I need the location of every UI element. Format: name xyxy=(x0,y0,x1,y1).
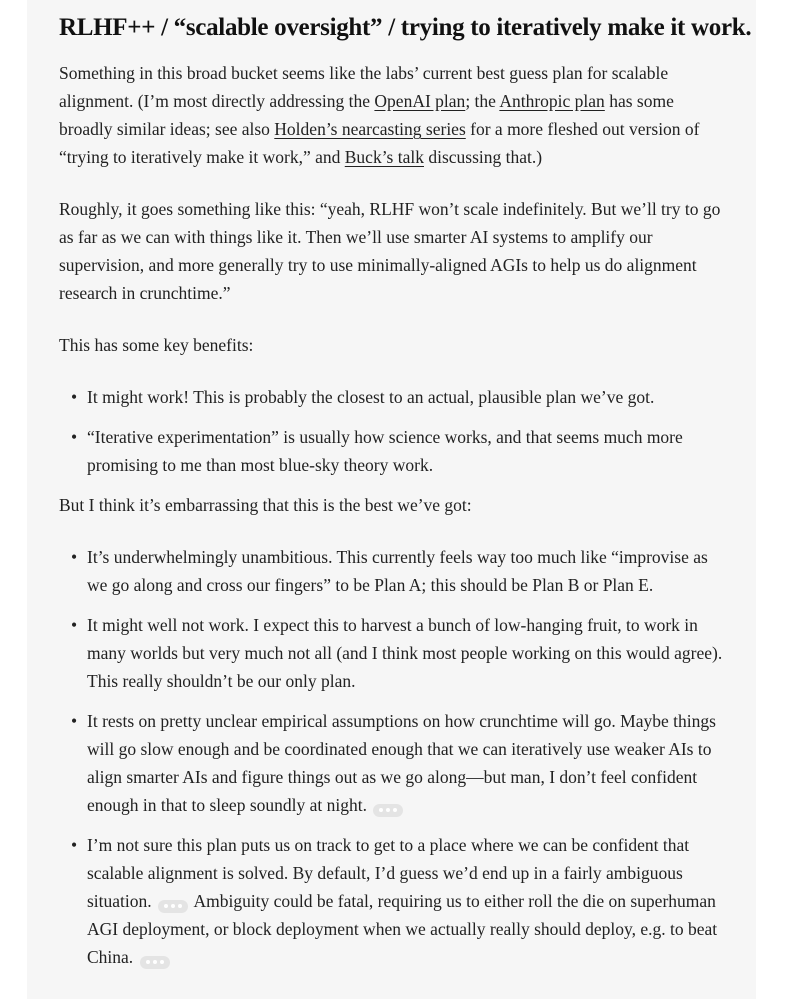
list-item-text: It might work! This is probably the closest to an actual, plausible plan we’ve got. xyxy=(87,387,655,407)
bullet-icon: • xyxy=(71,615,78,635)
list-item xyxy=(71,707,729,819)
dot-icon xyxy=(164,904,168,908)
text-run: has some broadly similar ideas; see also xyxy=(59,91,674,139)
list-item-text: I’m not sure this plan puts us on track to get to a place where we can be confident that scalable alignment is solved. By default, I’d guess we’d end up in a fairly ambiguous situation. xyxy=(87,835,690,911)
footnote-expand-button[interactable] xyxy=(158,900,188,913)
dot-icon xyxy=(171,904,175,908)
openai-plan-link[interactable]: OpenAI plan xyxy=(374,91,466,111)
text-run: discussing that.) xyxy=(423,147,543,167)
list-item xyxy=(71,383,729,411)
article-content xyxy=(59,0,752,983)
buck-talk-link[interactable]: Buck’s talk xyxy=(344,147,424,167)
dot-icon xyxy=(160,960,164,964)
dot-icon xyxy=(153,960,157,964)
footnote-expand-button[interactable] xyxy=(140,956,170,969)
list-item xyxy=(71,423,729,479)
benefits-list xyxy=(59,383,729,479)
concerns-list xyxy=(59,543,729,971)
list-item xyxy=(71,543,729,599)
benefits-intro: This has some key benefits: xyxy=(59,335,254,355)
bullet-icon: • xyxy=(71,427,78,447)
article-card xyxy=(27,0,756,999)
bullet-icon: • xyxy=(71,547,78,567)
text-run: ; the xyxy=(465,91,500,111)
dot-icon xyxy=(386,808,390,812)
section-heading: RLHF++ / “scalable oversight” / trying to iteratively make it work. xyxy=(59,14,752,41)
dot-icon xyxy=(393,808,397,812)
list-item-text: It might well not work. I expect this to harvest a bunch of low-hanging fruit, to work in many worlds but very much not all (and I think most people working on this would agree). This really shouldn’t be our only plan. xyxy=(87,615,723,691)
list-item xyxy=(71,831,729,971)
bullet-icon: • xyxy=(71,711,78,731)
list-item-text: It rests on pretty unclear empirical assumptions on how crunchtime will go. Maybe things will go slow enough and be coordinated enough that we can iteratively use weaker AIs to align smarter AIs and figure things out as we go along—but man, I don’t feel confident enough in that to sleep soundly at night. xyxy=(87,711,716,815)
text-run: for a more fleshed out version of “trying to iteratively make it work,” and xyxy=(59,119,700,167)
list-item-text: It’s underwhelmingly unambitious. This currently feels way too much like “improvise as we go along and cross our fingers” to be Plan A; this should be Plan B or Plan E. xyxy=(87,547,708,595)
holden-nearcasting-link[interactable]: Holden’s nearcasting series xyxy=(274,119,466,139)
list-item xyxy=(71,611,729,695)
intro-paragraph xyxy=(59,59,729,171)
text-run: Something in this broad bucket seems like the labs’ current best guess plan for scalable alignment. (I’m most directly addressing the xyxy=(59,63,669,111)
footnote-expand-button[interactable] xyxy=(373,804,403,817)
concerns-intro: But I think it’s embarrassing that this is the best we’ve got: xyxy=(59,495,472,515)
list-item-text: “Iterative experimentation” is usually how science works, and that seems much more promising to me than most blue-sky theory work. xyxy=(87,427,683,475)
plan-summary-paragraph: Roughly, it goes something like this: “yeah, RLHF won’t scale indefinitely. But we’ll try to go as far as we can with things like it. Then we’ll use smarter AI systems to amplify our supervision, and more generally try to use minimally-aligned AGIs to help us do alignment research in crunchtime.” xyxy=(59,199,721,303)
anthropic-plan-link[interactable]: Anthropic plan xyxy=(499,91,605,111)
dot-icon xyxy=(379,808,383,812)
dot-icon xyxy=(146,960,150,964)
dot-icon xyxy=(178,904,182,908)
list-item-text: Ambiguity could be fatal, requiring us to either roll the die on superhuman AGI deployment, or block deployment when we actually really should deploy, e.g. to beat China. xyxy=(87,891,718,967)
bullet-icon: • xyxy=(71,835,78,855)
bullet-icon: • xyxy=(71,387,78,407)
